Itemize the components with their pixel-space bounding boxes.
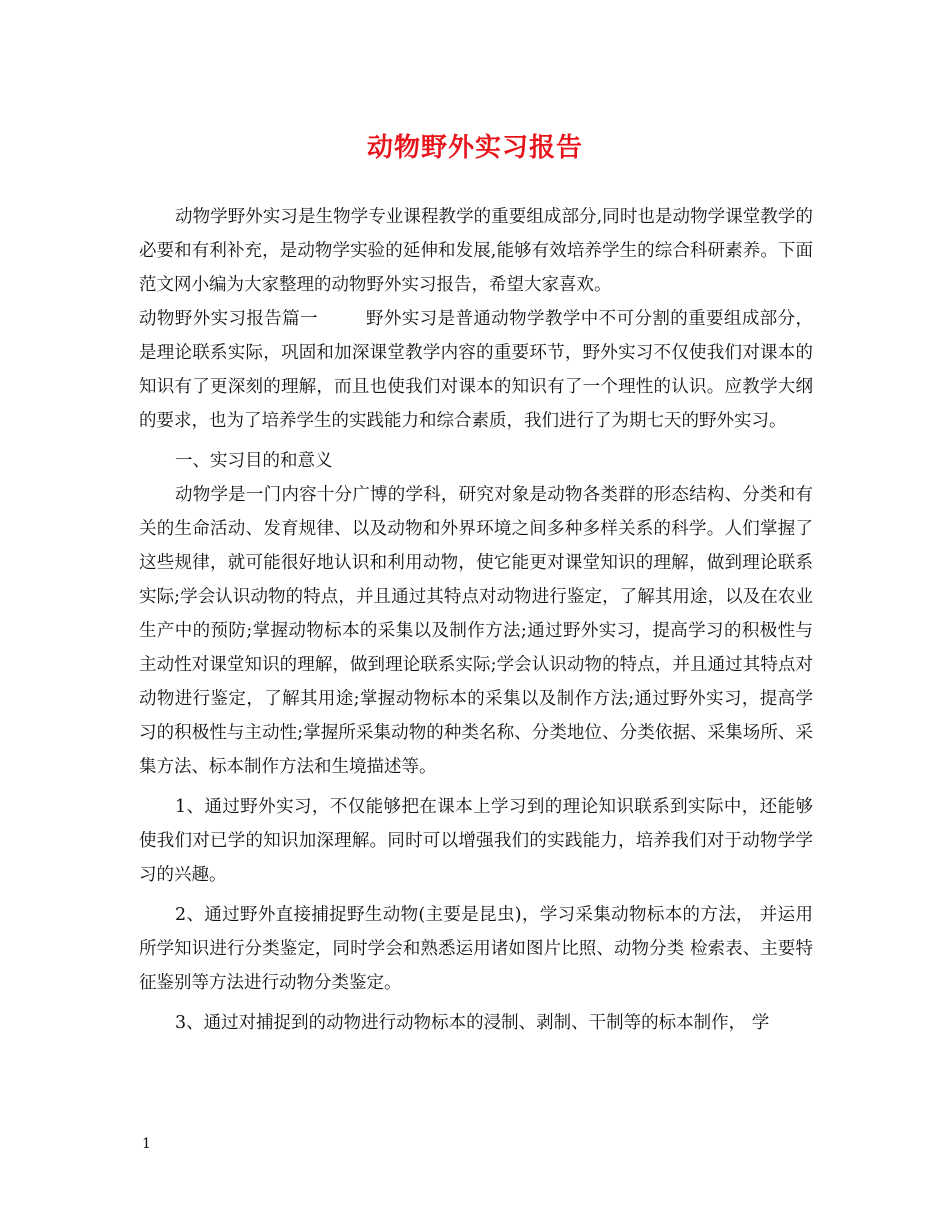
page-title: 动物野外实习报告 [366, 133, 583, 163]
section-heading: 一、实习目的和意义 [175, 451, 333, 471]
document-body [139, 200, 813, 1040]
section-paragraph [139, 302, 813, 438]
list-item: 2、通过野外直接捕捉野生动物(主要是昆虫)，学习采集动物标本的方法， 并运用所学知识进行分类鉴定，同时学会和熟悉运用诸如图片比照、动物分类 检索表、主要特征鉴别等方法进行动物分类鉴定。 [139, 905, 813, 993]
list-item: 1、通过野外实习，不仅能够把在课本上学习到的理论知识联系到实际中，还能够使我们对已学的知识加深理解。同时可以增强我们的实践能力，培养我们对于动物学学习的兴趣。 [139, 797, 813, 885]
section-label: 动物野外实习报告篇一 [139, 309, 318, 329]
intro-paragraph: 动物学野外实习是生物学专业课程教学的重要组成部分,同时也是动物学课堂教学的必要和有利补充，是动物学实验的延伸和发展,能够有效培养学生的综合科研素养。下面范文网小编为大家整理的动物野外实习报告，希望大家喜欢。 [139, 207, 813, 295]
purpose-paragraph: 动物学是一门内容十分广博的学科，研究对象是动物各类群的形态结构、分类和有关的生命活动、发育规律、以及动物和外界环境之间多种多样关系的科学。人们掌握了这些规律，就可能很好地认识和利用动物，使它能更对课堂知识的理解，做到理论联系实际;学会认识动物的特点，并且通过其特点对动物进行鉴定，了解其用途，以及在农业生产中的预防;掌握动物标本的采集以及制作方法;通过野外实习，提高学习的积极性与主动性对课堂知识的理解，做到理论联系实际;学会认识动物的特点，并且通过其特点对动物进行鉴定，了解其用途;掌握动物标本的采集以及制作方法;通过野外实习，提高学习的积极性与主动性;掌握所采集动物的种类名称、分类地位、分类依据、采集场所、采集方法、标本制作方法和生境描述等。 [139, 485, 813, 777]
list-item: 3、通过对捕捉到的动物进行动物标本的浸制、剥制、干制等的标本制作， 学 [175, 1013, 770, 1033]
page-number: 1 [142, 1136, 151, 1152]
section-text: 野外实习是普通动物学教学中不可分割的重要组成部分，是理论联系实际，巩固和加深课堂教学内容的重要环节，野外实习不仅使我们对课本的知识有了更深刻的理解，而且也使我们对课本的知识有了一个理性的认识。应教学大纲的要求，也为了培养学生的实践能力和综合素质，我们进行了为期七天的野外实习。 [139, 309, 814, 431]
